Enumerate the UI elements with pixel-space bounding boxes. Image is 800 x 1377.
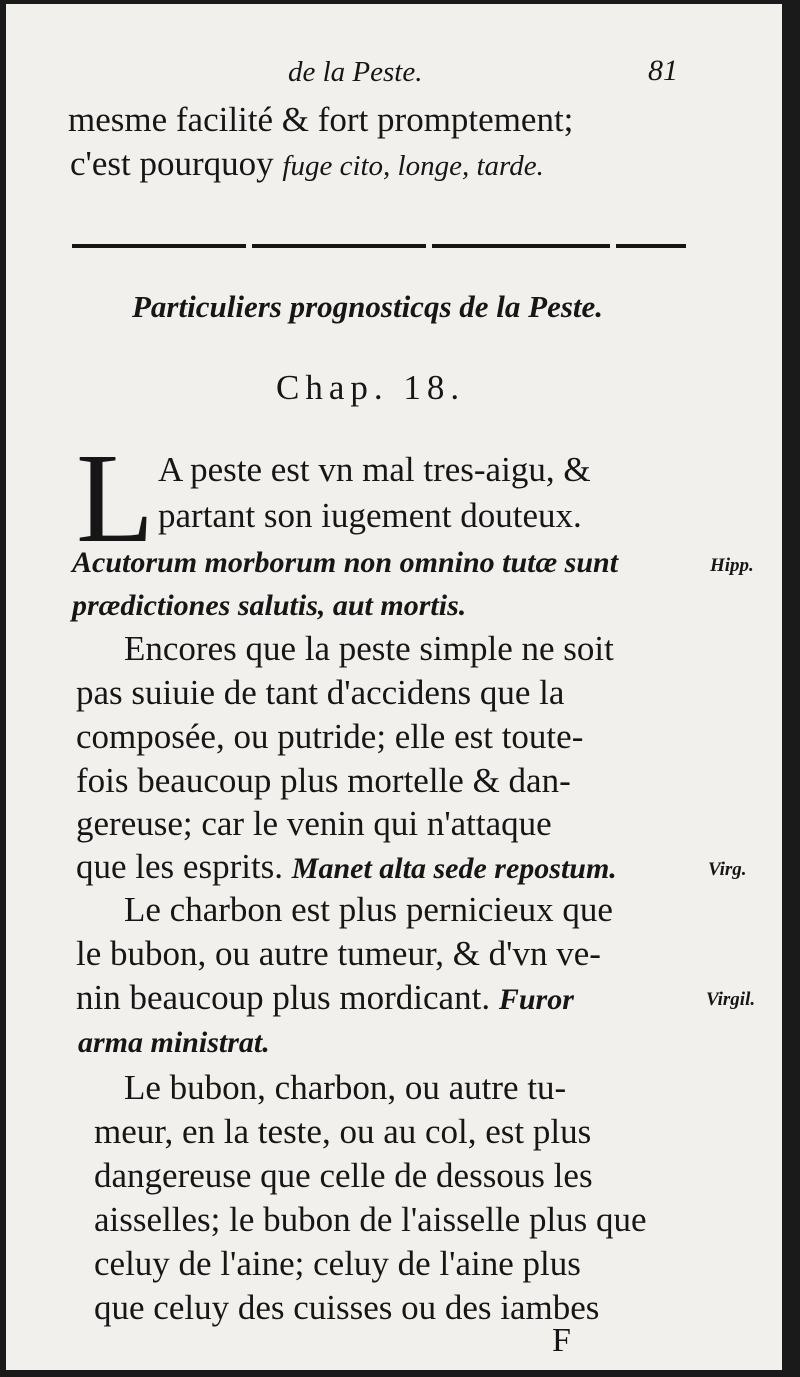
text-line: le bubon, ou autre tumeur, & d'vn ve- [76,934,601,973]
text-line: fois beaucoup plus mortelle & dan- [76,761,571,800]
latin-quote: prædictiones salutis, aut mortis. [72,589,467,622]
text-line: aisselles; le bubon de l'aisselle plus que [94,1200,647,1239]
text-line: partant son iugement douteux. [158,496,582,535]
latin-quote: Acutorum morborum non omnino tutæ sunt [72,546,619,579]
text-line: meur, en la teste, ou au col, est plus [94,1112,592,1151]
section-rule [616,244,686,248]
text-line: que celuy des cuisses ou des iambes [94,1288,600,1327]
section-rule [72,244,246,248]
latin-quote: Manet alta sede repostum. [291,852,617,885]
latin-quote: Furor [498,983,574,1016]
text-line: dangereuse que celle de dessous les [94,1156,593,1195]
text-line: A peste est vn mal tres-aigu, & [158,450,591,489]
section-rule [432,244,610,248]
text-roman: nin beaucoup plus mordicant. [76,978,491,1017]
text-line: celuy de l'aine; celuy de l'aine plus [94,1244,581,1283]
signature-mark: F [552,1322,571,1359]
text-line: Le charbon est plus pernicieux que [124,890,613,929]
latin-quote: fuge cito, longe, tarde. [282,150,544,182]
text-roman: que les esprits. [76,847,284,886]
text-roman: c'est pourquoy [70,144,274,183]
latin-quote: arma ministrat. [78,1026,270,1059]
margin-note: Hipp. [710,555,754,576]
margin-note: Virgil. [706,989,756,1010]
chapter-title: Particuliers prognosticqs de la Peste. [132,289,604,324]
section-rule [252,244,426,248]
drop-cap: L [76,427,155,569]
running-header: de la Peste. [288,56,423,88]
text-line [70,144,544,184]
text-line: pas suiuie de tant d'accidens que la [76,673,565,712]
text-line: gereuse; car le venin qui n'attaque [76,804,552,843]
chapter-number: Chap. 18. [276,368,466,407]
text-line [76,978,574,1018]
page-number: 81 [648,54,678,87]
margin-note: Virg. [708,859,747,880]
text-line: Encores que la peste simple ne soit [124,629,614,668]
text-line: Le bubon, charbon, ou autre tu- [124,1068,567,1107]
book-page [6,4,782,1370]
text-line: mesme facilité & fort promptement; [68,100,574,139]
text-line: composée, ou putride; elle est toute- [76,717,584,756]
text-line [76,847,617,887]
